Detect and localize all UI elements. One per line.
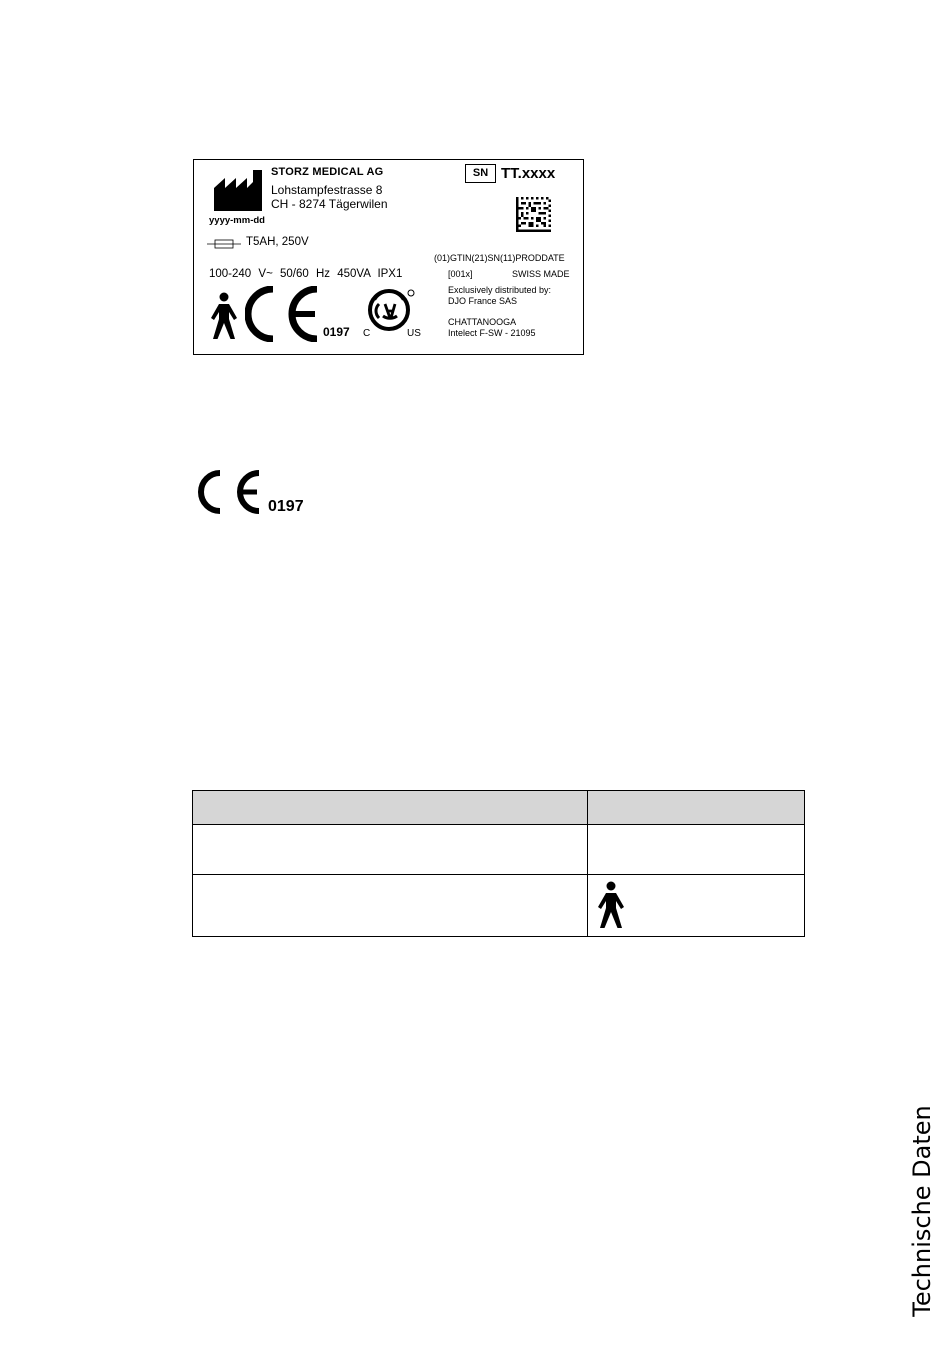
serial-number-tag: SN bbox=[465, 164, 496, 183]
ce-mark-icon bbox=[245, 286, 321, 342]
distribution-note: Exclusively distributed by: bbox=[448, 285, 552, 295]
data-matrix-icon bbox=[516, 197, 551, 232]
manufacturer-icon bbox=[213, 170, 263, 212]
fuse-icon bbox=[207, 239, 241, 249]
manufacturer-name: STORZ MEDICAL AG bbox=[271, 166, 384, 178]
table-header-cell bbox=[193, 791, 588, 825]
body-type-b-icon bbox=[209, 292, 239, 340]
model-name: Intelect F-SW - 21095 bbox=[448, 328, 536, 338]
csa-country-c: C bbox=[363, 328, 371, 339]
table-header-row bbox=[193, 791, 805, 825]
address-line-1: Lohstampfestrasse 8 bbox=[271, 183, 383, 197]
body-type-b-icon bbox=[596, 881, 626, 929]
gtin-line: (01)GTIN(21)SN(11)PRODDATE bbox=[434, 253, 565, 263]
ce-mark-icon bbox=[197, 470, 263, 514]
table-header-cell bbox=[588, 791, 805, 825]
fuse-rating: T5AH, 250V bbox=[246, 236, 309, 248]
symbol-table bbox=[192, 790, 805, 937]
ce-notified-body: 0197 bbox=[323, 325, 350, 339]
chapter-side-tab bbox=[894, 1102, 950, 1320]
type-label bbox=[193, 159, 584, 355]
manufacture-date: yyyy-mm-dd bbox=[209, 215, 265, 226]
electrical-ratings: 100-240 V~ 50/60 Hz 450VA IPX1 bbox=[209, 268, 403, 280]
serial-number: TT.xxxx bbox=[501, 165, 556, 182]
table-cell bbox=[193, 875, 588, 937]
csa-country-us: US bbox=[407, 328, 421, 339]
table-cell bbox=[193, 825, 588, 875]
address-line-2: CH - 8274 Tägerwilen bbox=[271, 197, 388, 211]
table-row bbox=[193, 875, 805, 937]
distributor-name: DJO France SAS bbox=[448, 296, 518, 306]
ce-notified-body-number: 0197 bbox=[268, 498, 304, 515]
country-of-origin: SWISS MADE bbox=[512, 269, 570, 279]
ce-mark-block bbox=[197, 470, 317, 518]
brand-name: CHATTANOOGA bbox=[448, 317, 517, 327]
variant-code: [001x] bbox=[448, 269, 473, 279]
table-cell bbox=[588, 825, 805, 875]
chapter-side-tab-label: Technische Daten bbox=[908, 1105, 936, 1317]
table-cell bbox=[588, 875, 805, 937]
table-row bbox=[193, 825, 805, 875]
